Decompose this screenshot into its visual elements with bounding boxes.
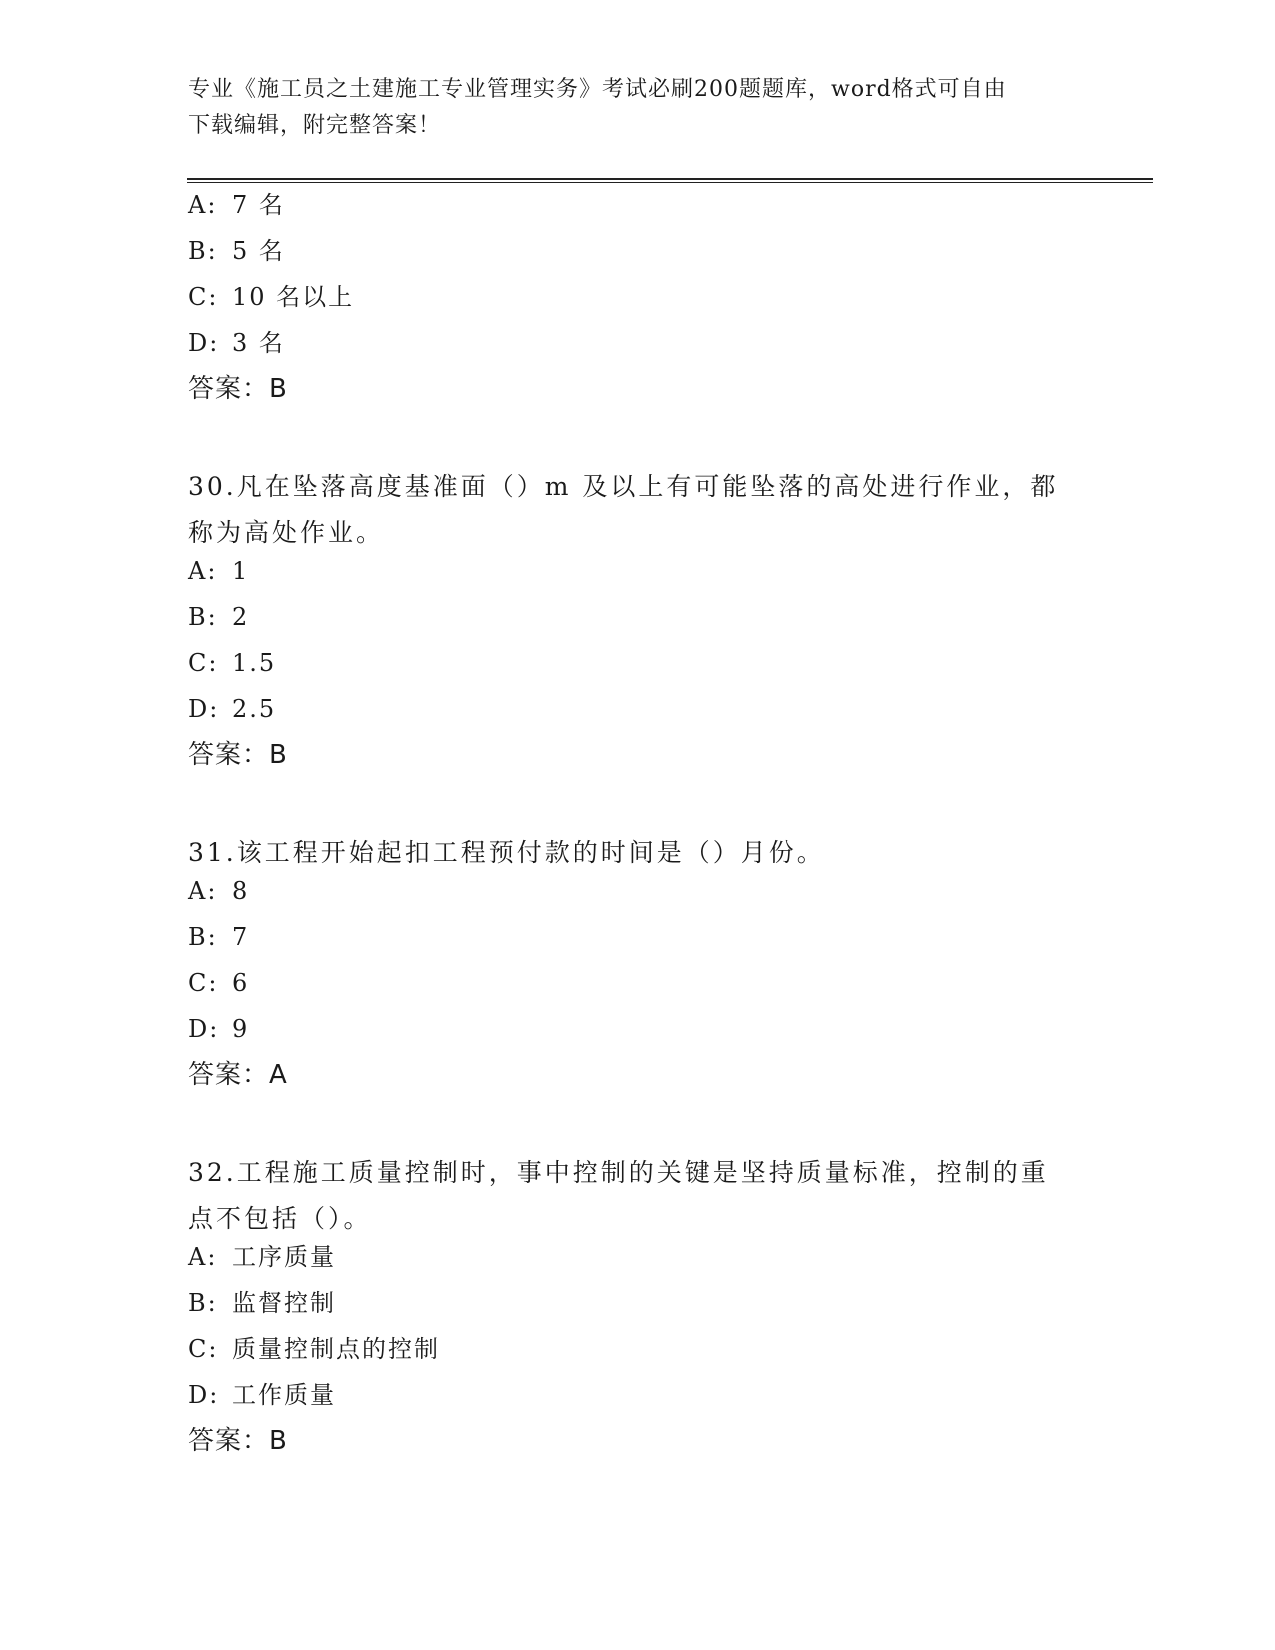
option-a: A: 1 <box>188 557 250 585</box>
option-a: A: 8 <box>188 877 250 905</box>
answer-line: 答案：B <box>188 1426 288 1456</box>
question-item-31 <box>188 830 1068 1106</box>
header-line-1: 专业《施工员之土建施工专业管理实务》考试必刷200题题库，word格式可自由 <box>188 77 1007 102</box>
document-header <box>188 72 1068 144</box>
option-d: D: 3 名 <box>188 329 285 357</box>
option-b: B: 7 <box>188 923 250 951</box>
question-item-30 <box>188 464 1068 786</box>
question-list <box>188 190 1068 1472</box>
option-d: D: 工作质量 <box>188 1381 336 1409</box>
option-a: A: 工序质量 <box>188 1243 336 1271</box>
question-stem <box>188 830 1068 876</box>
question-stem <box>188 464 1068 556</box>
answer-line: 答案：B <box>188 374 288 404</box>
option-c: C: 6 <box>188 969 250 997</box>
question-stem-line-2: 点不包括（）。 <box>188 1204 372 1233</box>
question-item-32 <box>188 1150 1068 1472</box>
option-b: B: 监督控制 <box>188 1289 336 1317</box>
option-c: C: 1.5 <box>188 649 277 677</box>
header-line-2: 下载编辑，附完整答案！ <box>188 113 442 138</box>
option-a: A: 7 名 <box>188 191 285 219</box>
header-divider <box>187 178 1153 183</box>
question-stem <box>188 1150 1068 1242</box>
option-c: C: 10 名以上 <box>188 283 355 311</box>
answer-line: 答案：B <box>188 740 288 770</box>
option-b: B: 2 <box>188 603 250 631</box>
option-d: D: 2.5 <box>188 695 277 723</box>
question-stem-line-1: 30.凡在坠落高度基准面（）m 及以上有可能坠落的高处进行作业，都 <box>188 472 1059 501</box>
question-item-29 <box>188 190 1068 420</box>
question-stem-line-1: 32.工程施工质量控制时，事中控制的关键是坚持质量标准，控制的重 <box>188 1158 1049 1187</box>
question-stem-line-1: 31.该工程开始起扣工程预付款的时间是（）月份。 <box>188 838 825 867</box>
question-stem-line-2: 称为高处作业。 <box>188 518 385 547</box>
option-b: B: 5 名 <box>188 237 285 265</box>
option-d: D: 9 <box>188 1015 250 1043</box>
answer-line: 答案：A <box>188 1060 288 1090</box>
option-c: C: 质量控制点的控制 <box>188 1335 440 1363</box>
